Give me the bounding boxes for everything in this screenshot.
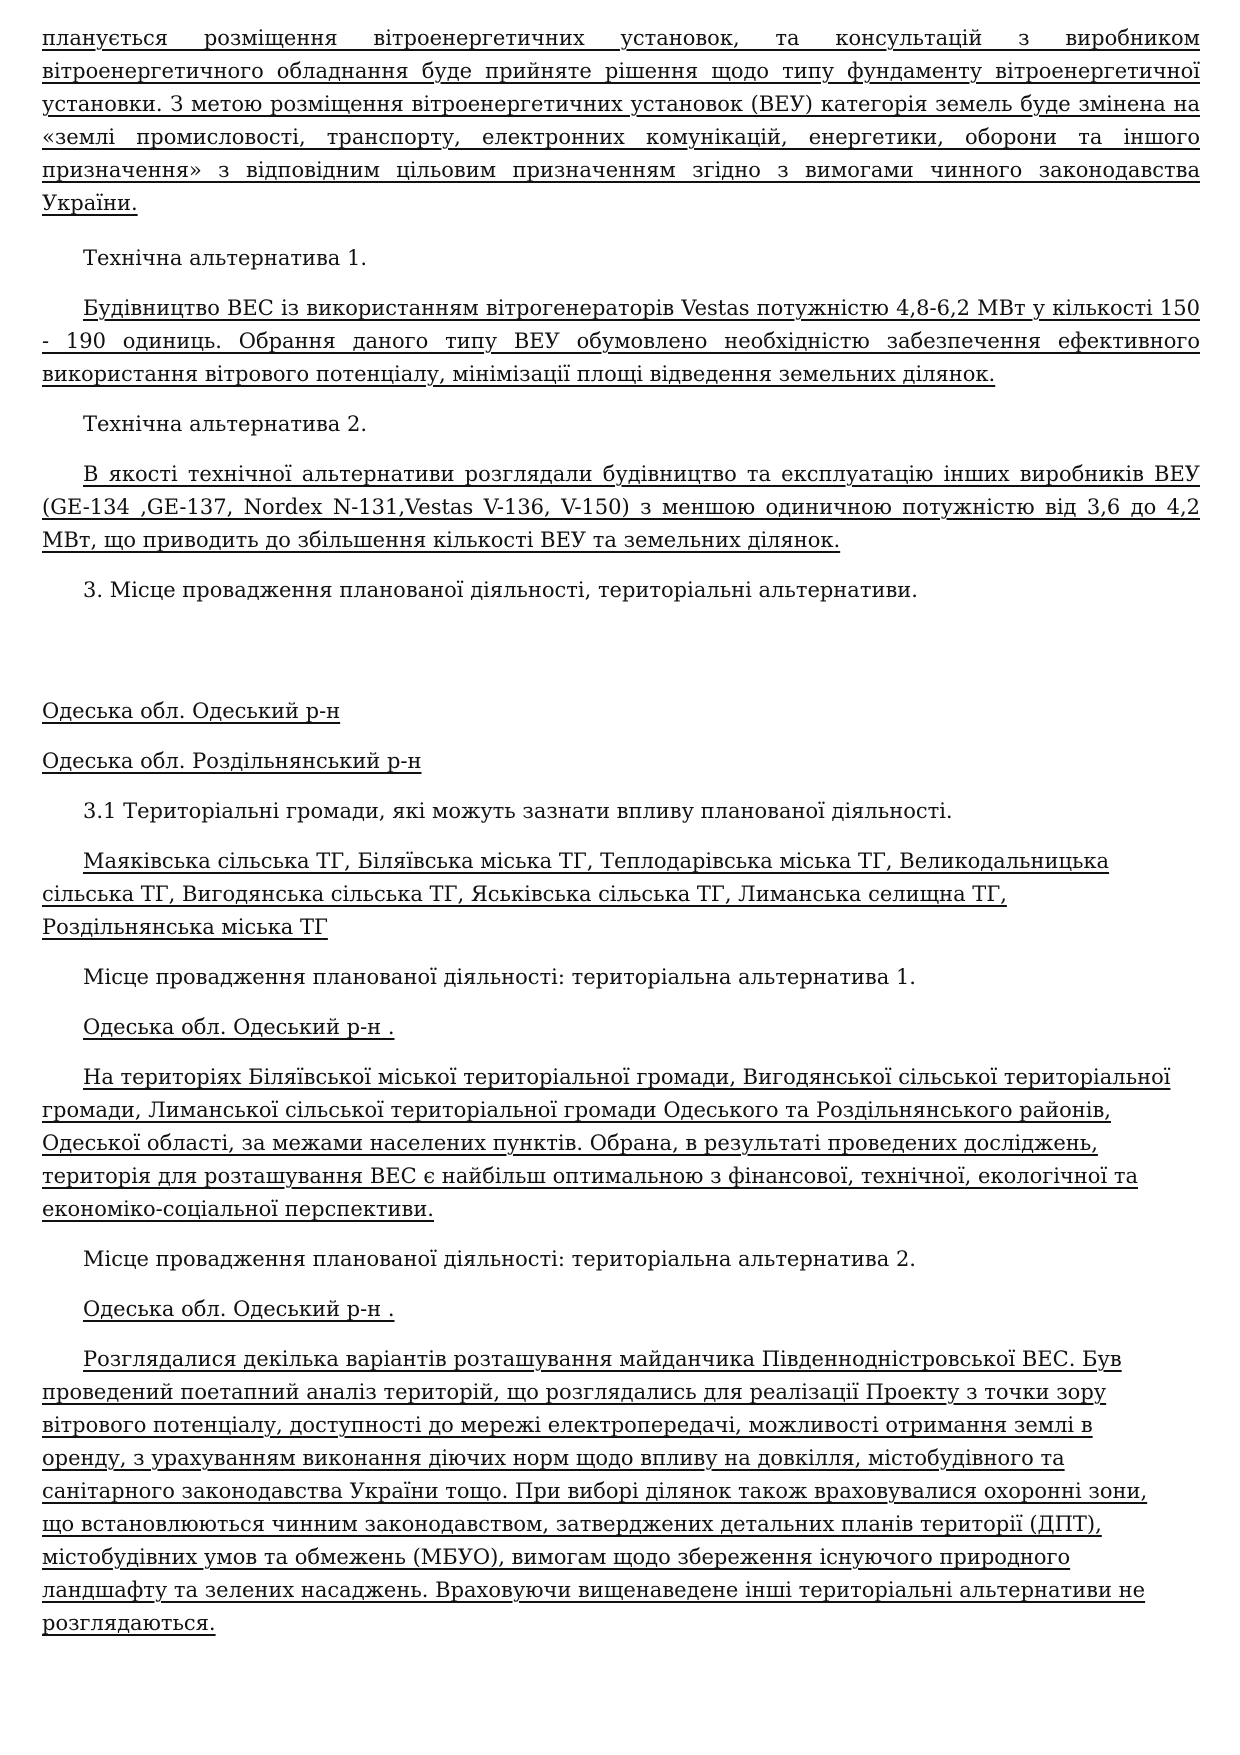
location-rozdilna-district: Одеська обл. Роздільнянський р-н [42,749,422,773]
section-3-heading: 3. Місце провадження планованої діяльності, територіальні альтернативи. [83,578,918,602]
tech-alt-2-text: В якості технічної альтернативи розглядали будівництво та експлуатацію інших виробників ВЕУ (GE-134 ,GE-137, Nordex N-131,Vestas V-136, V-150) з меншою одиничною потужністю від 3,6 до 4,2 МВт, що приводить до збільшення кількості ВЕУ та земельних ділянок. [42,462,1200,552]
terr-alt-1-heading: Місце провадження планованої діяльності: територіальна альтернатива 1. [83,965,916,989]
terr-alt-2-location: Одеська обл. Одеський р-н . [83,1297,395,1321]
section-3-1-heading: 3.1 Територіальні громади, які можуть зазнати впливу планованої діяльності. [83,799,953,823]
location-odesa-district: Одеська обл. Одеський р-н [42,699,341,723]
intro-paragraph: планується розміщення вітроенергетичних установок, та консультацій з виробником вітроенергетичного обладнання буде прийняте рішення щодо типу фундаменту вітроенергетичної установки. З метою розміщення вітроенергетичних установок (ВЕУ) категорія земель буде змінена на «землі промисловості, транспорту, електронних комунікацій, енергетики, оборони та іншого призначення» з відповідним цільовим призначенням згідно з вимогами чинного законодавства України. [42,26,1200,215]
tech-alt-1-text: Будівництво ВЕС із використанням вітрогенераторів Vestas потужністю 4,8-6,2 МВт у кількості 150 - 190 одиниць. Обрання даного типу ВЕУ обумовлено необхідністю забезпечення ефективного використання вітрового потенціалу, мінімізації площі відведення земельних ділянок. [42,296,1200,386]
communities-text: Маяківська сільська ТГ, Біляївська міська ТГ, Теплодарівська міська ТГ, Великодальницька сільська ТГ, Вигодянська сільська ТГ, Яськівська сільська ТГ, Лиманська селищна ТГ, Роздільнянська міська ТГ [42,849,1110,939]
tech-alt-2-heading: Технічна альтернатива 2. [83,412,368,436]
document-page [42,22,1200,1640]
terr-alt-1-text: На територіях Біляївської міської територіальної громади, Вигодянської сільської територіальної громади, Лиманської сільської територіальної громади Одеського та Роздільнянського районів, Одеської області, за межами населених пунктів. Обрана, в результаті проведених досліджень, територія для розташування ВЕС є найбільш оптимальною з фінансової, технічної, екологічної та економіко-соціальної перспективи. [42,1065,1171,1221]
terr-alt-2-text: Розглядалися декілька варіантів розташування майданчика Південнодністровської ВЕС. Був проведений поетапний аналіз територій, що розглядались для реалізації Проекту з точки зору вітрового потенціалу, доступності до мережі електропередачі, можливості отримання землі в оренду, з урахуванням виконання діючих норм щодо впливу на довкілля, містобудівного та санітарного законодавства України тощо. При виборі ділянок також враховувалися охоронні зони, що встановлюються чинним законодавством, затверджених детальних планів території (ДПТ), містобудівних умов та обмежень (МБУО), вимогам щодо збереження існуючого природного ландшафту та зелених насаджень. Враховуючи вищенаведене інші територіальні альтернативи не розглядаються. [42,1347,1148,1635]
terr-alt-2-heading: Місце провадження планованої діяльності: територіальна альтернатива 2. [83,1247,916,1271]
terr-alt-1-location: Одеська обл. Одеський р-н . [83,1015,395,1039]
tech-alt-1-heading: Технічна альтернатива 1. [83,246,368,270]
